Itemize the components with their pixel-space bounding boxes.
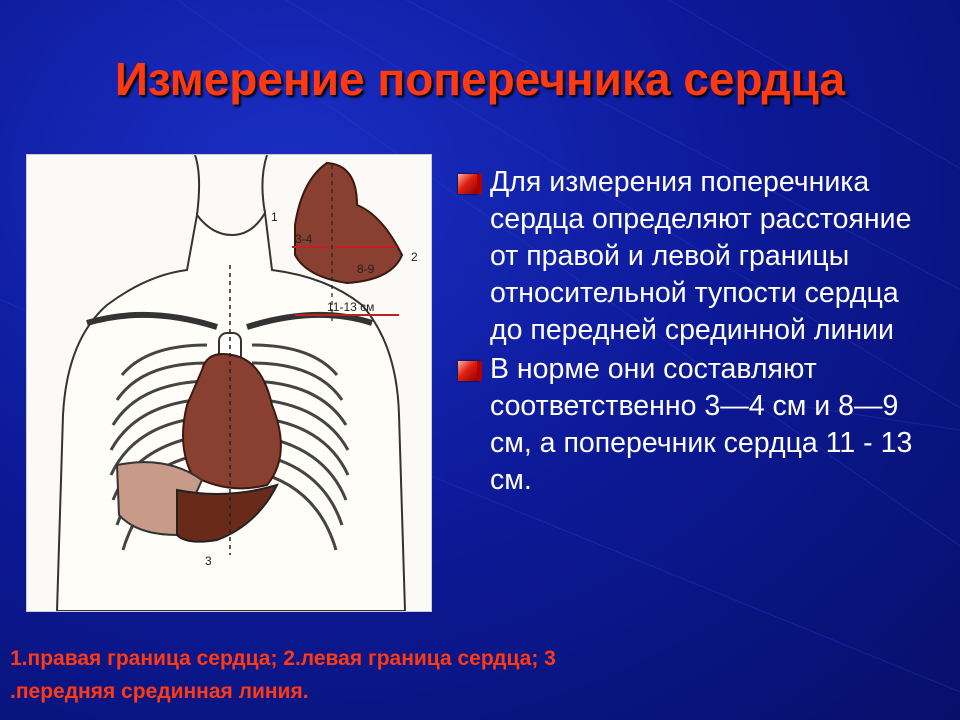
bullet-item	[456, 164, 936, 349]
chest-diagram-image	[26, 154, 432, 612]
label-width: 11-13 см	[327, 300, 375, 314]
bullet-item	[456, 351, 936, 499]
chest-diagram-svg	[27, 155, 431, 611]
label-3: 3	[205, 554, 212, 568]
label-8-9: 8-9	[357, 262, 375, 276]
bullet-square-icon	[458, 361, 478, 381]
label-3-4: 3-4	[295, 232, 313, 246]
bullet-text: В норме они составляют соответственно 3—4 см и 8—9 см, а поперечник сердца 11 - 13 см.	[490, 353, 913, 496]
bullet-square-icon	[458, 174, 478, 194]
bullet-text: Для измерения поперечника сердца определяют расстояние от правой и левой границы относительной тупости сердца до передней срединной линии	[490, 166, 912, 346]
label-2: 2	[411, 250, 418, 264]
slide-title: Измерение поперечника сердца	[114, 53, 846, 105]
bullet-list	[456, 164, 936, 501]
figure-caption: 1.правая граница сердца; 2.левая граница сердца; 3 .передняя срединная линия.	[10, 647, 556, 703]
label-1: 1	[271, 210, 278, 224]
